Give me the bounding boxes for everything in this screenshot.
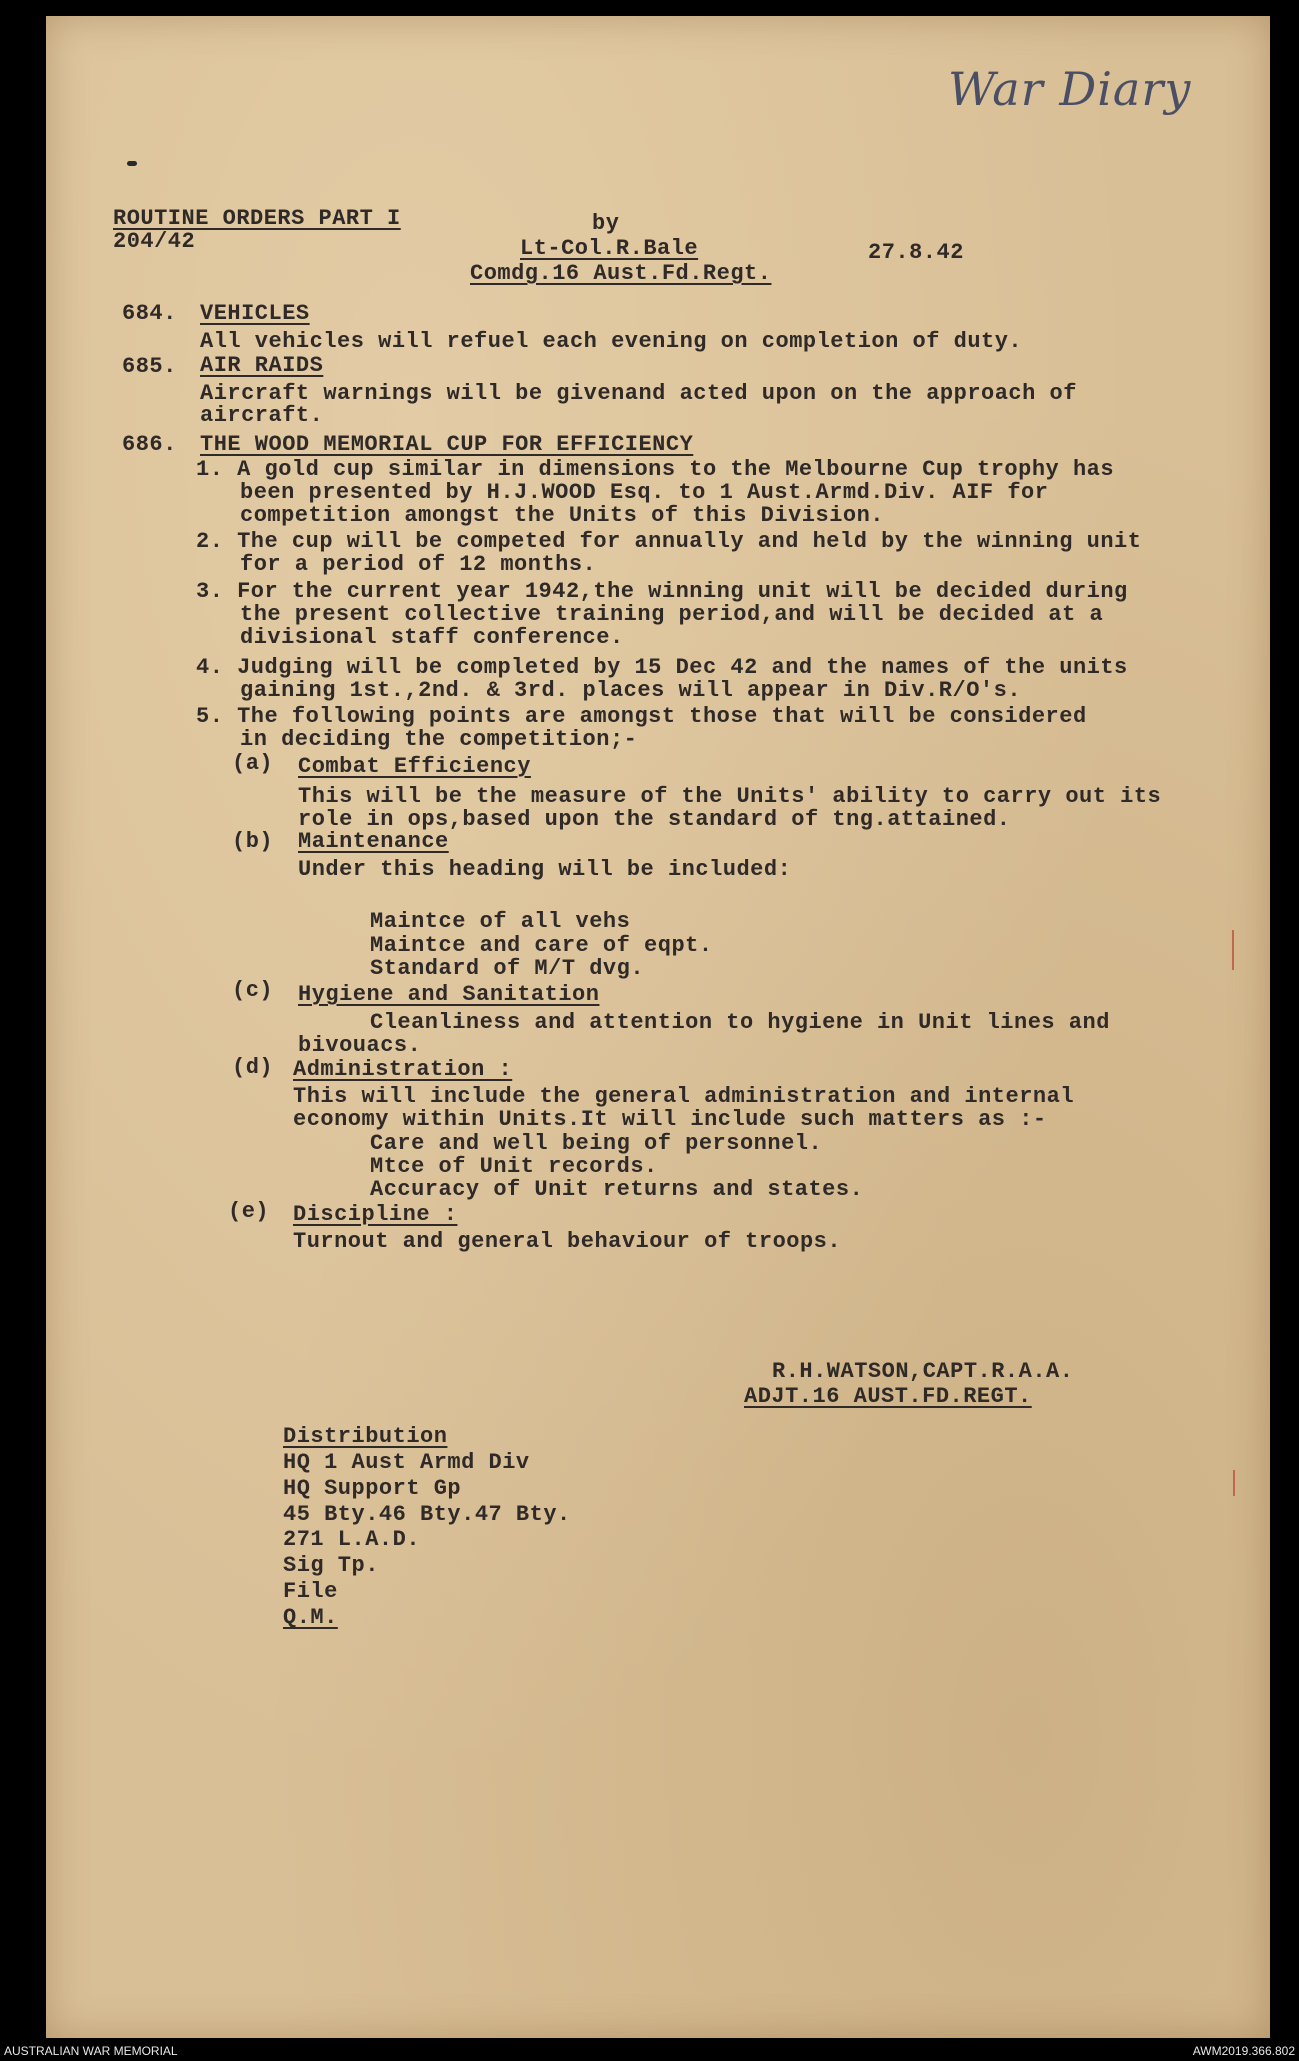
paragraph-line: 1. A gold cup similar in dimensions to the Melbourne Cup trophy has [196, 457, 1115, 482]
item-text: All vehicles will refuel each evening on completion of duty. [200, 329, 1023, 354]
item-number: 685. [122, 354, 177, 379]
item-title: VEHICLES [200, 301, 310, 326]
paragraph-line: 3. For the current year 1942,the winning unit will be decided during [196, 579, 1128, 604]
criterion-text: Turnout and general behaviour of troops. [293, 1229, 842, 1254]
criterion-text: bivouacs. [298, 1033, 422, 1058]
criterion-title: Discipline : [293, 1202, 458, 1227]
criterion-title: Hygiene and Sanitation [298, 982, 600, 1007]
distribution-item: 45 Bty.46 Bty.47 Bty. [283, 1502, 571, 1527]
order-number: 204/42 [113, 229, 196, 254]
criterion-title: Administration : [293, 1057, 513, 1082]
handwritten-annotation: War Diary [948, 62, 1192, 116]
distribution-item: Q.M. [283, 1605, 338, 1630]
criterion-text: This will be the measure of the Units' ability to carry out its [298, 784, 1162, 809]
distribution-item: File [283, 1579, 338, 1604]
distribution-item: 271 L.A.D. [283, 1527, 421, 1552]
criterion-label: (c) [232, 978, 274, 1003]
officer-unit: Comdg.16 Aust.Fd.Regt. [470, 261, 772, 286]
item-text: aircraft. [200, 403, 324, 428]
signatory-name: R.H.WATSON,CAPT.R.A.A. [772, 1359, 1074, 1384]
criterion-title: Maintenance [298, 829, 449, 854]
criterion-label: (d) [232, 1055, 274, 1080]
criterion-label: (a) [232, 751, 274, 776]
criterion-text: This will include the general administration and internal [293, 1084, 1075, 1109]
criterion-subitem: Maintce and care of eqpt. [370, 933, 713, 958]
criterion-subitem: Care and well being of personnel. [370, 1131, 823, 1156]
signatory-role: ADJT.16 AUST.FD.REGT. [744, 1384, 1032, 1409]
criterion-subitem: Maintce of all vehs [370, 909, 631, 934]
item-text: Aircraft warnings will be givenand acted upon on the approach of [200, 381, 1077, 406]
criterion-subitem: Standard of M/T dvg. [370, 956, 645, 981]
criterion-label: (e) [228, 1199, 270, 1224]
paragraph-line: 5. The following points are amongst those that will be considered [196, 704, 1087, 729]
margin-mark [1232, 930, 1234, 970]
item-number: 684. [122, 301, 177, 326]
routine-orders-title: ROUTINE ORDERS PART I [113, 206, 401, 231]
ink-mark [127, 161, 137, 166]
paragraph-line: gaining 1st.,2nd. & 3rd. places will appear in Div.R/O's. [240, 678, 1022, 703]
criterion-label: (b) [232, 829, 274, 854]
criterion-text: economy within Units.It will include such matters as :- [293, 1107, 1047, 1132]
criterion-text: Under this heading will be included: [298, 857, 792, 882]
distribution-item: HQ 1 Aust Armd Div [283, 1450, 530, 1475]
distribution-item: HQ Support Gp [283, 1476, 462, 1501]
criterion-text: role in ops,based upon the standard of tng.attained. [298, 807, 1011, 832]
distribution-title: Distribution [283, 1424, 448, 1449]
criterion-text: Cleanliness and attention to hygiene in Unit lines and [370, 1010, 1110, 1035]
criterion-title: Combat Efficiency [298, 754, 531, 779]
paragraph-line: the present collective training period,and will be decided at a [240, 602, 1104, 627]
footer-institution: AUSTRALIAN WAR MEMORIAL [4, 2044, 178, 2058]
paragraph-line: 2. The cup will be competed for annually and held by the winning unit [196, 529, 1142, 554]
officer-name: Lt-Col.R.Bale [520, 236, 699, 261]
paragraph-line: in deciding the competition;- [240, 727, 638, 752]
paragraph-line: divisional staff conference. [240, 625, 624, 650]
margin-mark [1233, 1470, 1235, 1496]
by-label: by [592, 211, 620, 236]
paragraph-line: competition amongst the Units of this Division. [240, 503, 885, 528]
paragraph-line: for a period of 12 months. [240, 552, 597, 577]
distribution-item: Sig Tp. [283, 1553, 379, 1578]
footer-catalog-number: AWM2019.366.802 [1192, 2044, 1295, 2058]
criterion-subitem: Accuracy of Unit returns and states. [370, 1177, 864, 1202]
paragraph-line: been presented by H.J.WOOD Esq. to 1 Aust.Armd.Div. AIF for [240, 480, 1049, 505]
item-title: THE WOOD MEMORIAL CUP FOR EFFICIENCY [200, 432, 694, 457]
criterion-subitem: Mtce of Unit records. [370, 1154, 658, 1179]
paragraph-line: 4. Judging will be completed by 15 Dec 42 and the names of the units [196, 655, 1128, 680]
item-title: AIR RAIDS [200, 353, 324, 378]
order-date: 27.8.42 [868, 240, 964, 265]
item-number: 686. [122, 432, 177, 457]
